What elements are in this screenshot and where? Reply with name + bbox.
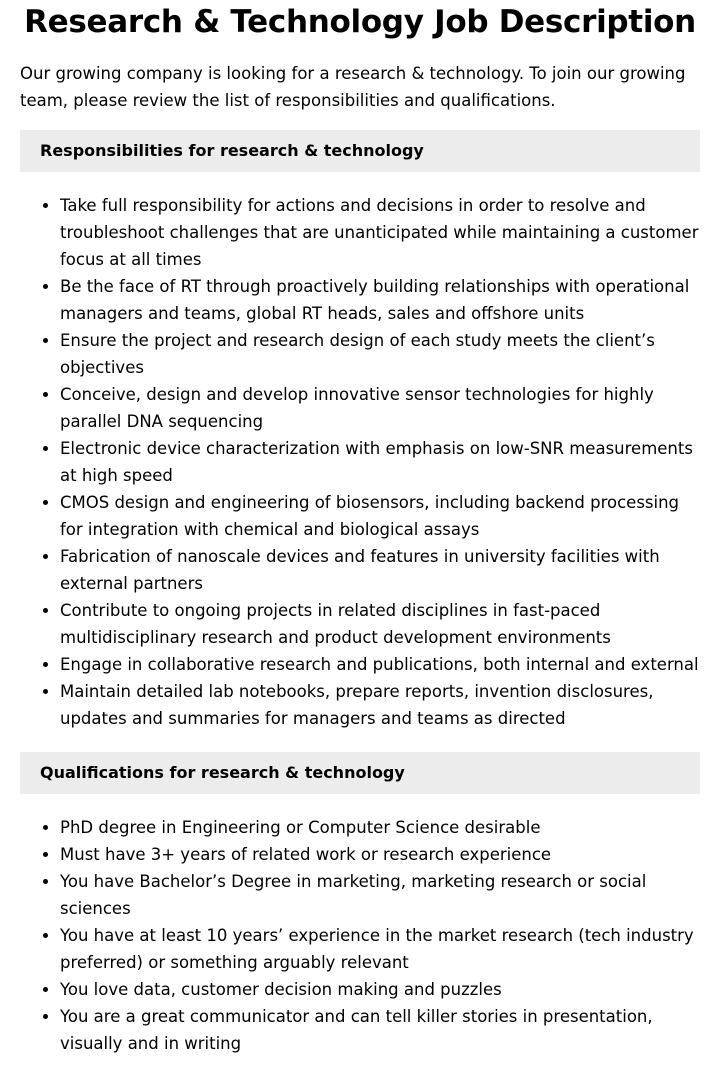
list-item: • Maintain detailed lab notebooks, prepare reports, invention disclosures, updates and summaries for managers and teams as directed <box>60 678 700 732</box>
list-item: • You have Bachelor’s Degree in marketing, marketing research or social sciences <box>60 868 700 922</box>
list-item: • CMOS design and engineering of biosensors, including backend processing for integration with chemical and biological assays <box>60 489 700 543</box>
qualifications-heading: Qualifications for research & technology <box>20 752 700 794</box>
list-item: • You are a great communicator and can tell killer stories in presentation, visually and in writing <box>60 1003 700 1057</box>
list-item: • Be the face of RT through proactively building relationships with operational managers and teams, global RT heads, sales and offshore units <box>60 273 700 327</box>
responsibilities-list <box>20 192 700 732</box>
page-title: Research & Technology Job Description <box>24 4 696 40</box>
list-item: • PhD degree in Engineering or Computer Science desirable <box>60 814 700 841</box>
qualifications-list <box>20 814 700 1057</box>
list-item: • Contribute to ongoing projects in related disciplines in fast-paced multidisciplinary research and product development environments <box>60 597 700 651</box>
list-item: • Conceive, design and develop innovative sensor technologies for highly parallel DNA sequencing <box>60 381 700 435</box>
list-item: • Ensure the project and research design of each study meets the client’s objectives <box>60 327 700 381</box>
list-item: • Electronic device characterization with emphasis on low-SNR measurements at high speed <box>60 435 700 489</box>
list-item: • Fabrication of nanoscale devices and features in university facilities with external partners <box>60 543 700 597</box>
list-item: • Engage in collaborative research and publications, both internal and external <box>60 651 700 678</box>
intro-paragraph: Our growing company is looking for a research & technology. To join our growing team, please review the list of responsibilities and qualifications. <box>20 64 686 110</box>
list-item: • You love data, customer decision making and puzzles <box>60 976 700 1003</box>
list-item: • You have at least 10 years’ experience in the market research (tech industry preferred) or something arguably relevant <box>60 922 700 976</box>
responsibilities-heading: Responsibilities for research & technology <box>20 130 700 172</box>
qualifications-section <box>20 752 700 1057</box>
list-item: • Take full responsibility for actions and decisions in order to resolve and troubleshoot challenges that are unanticipated while maintaining a customer focus at all times <box>60 192 700 273</box>
list-item: • Must have 3+ years of related work or research experience <box>60 841 700 868</box>
